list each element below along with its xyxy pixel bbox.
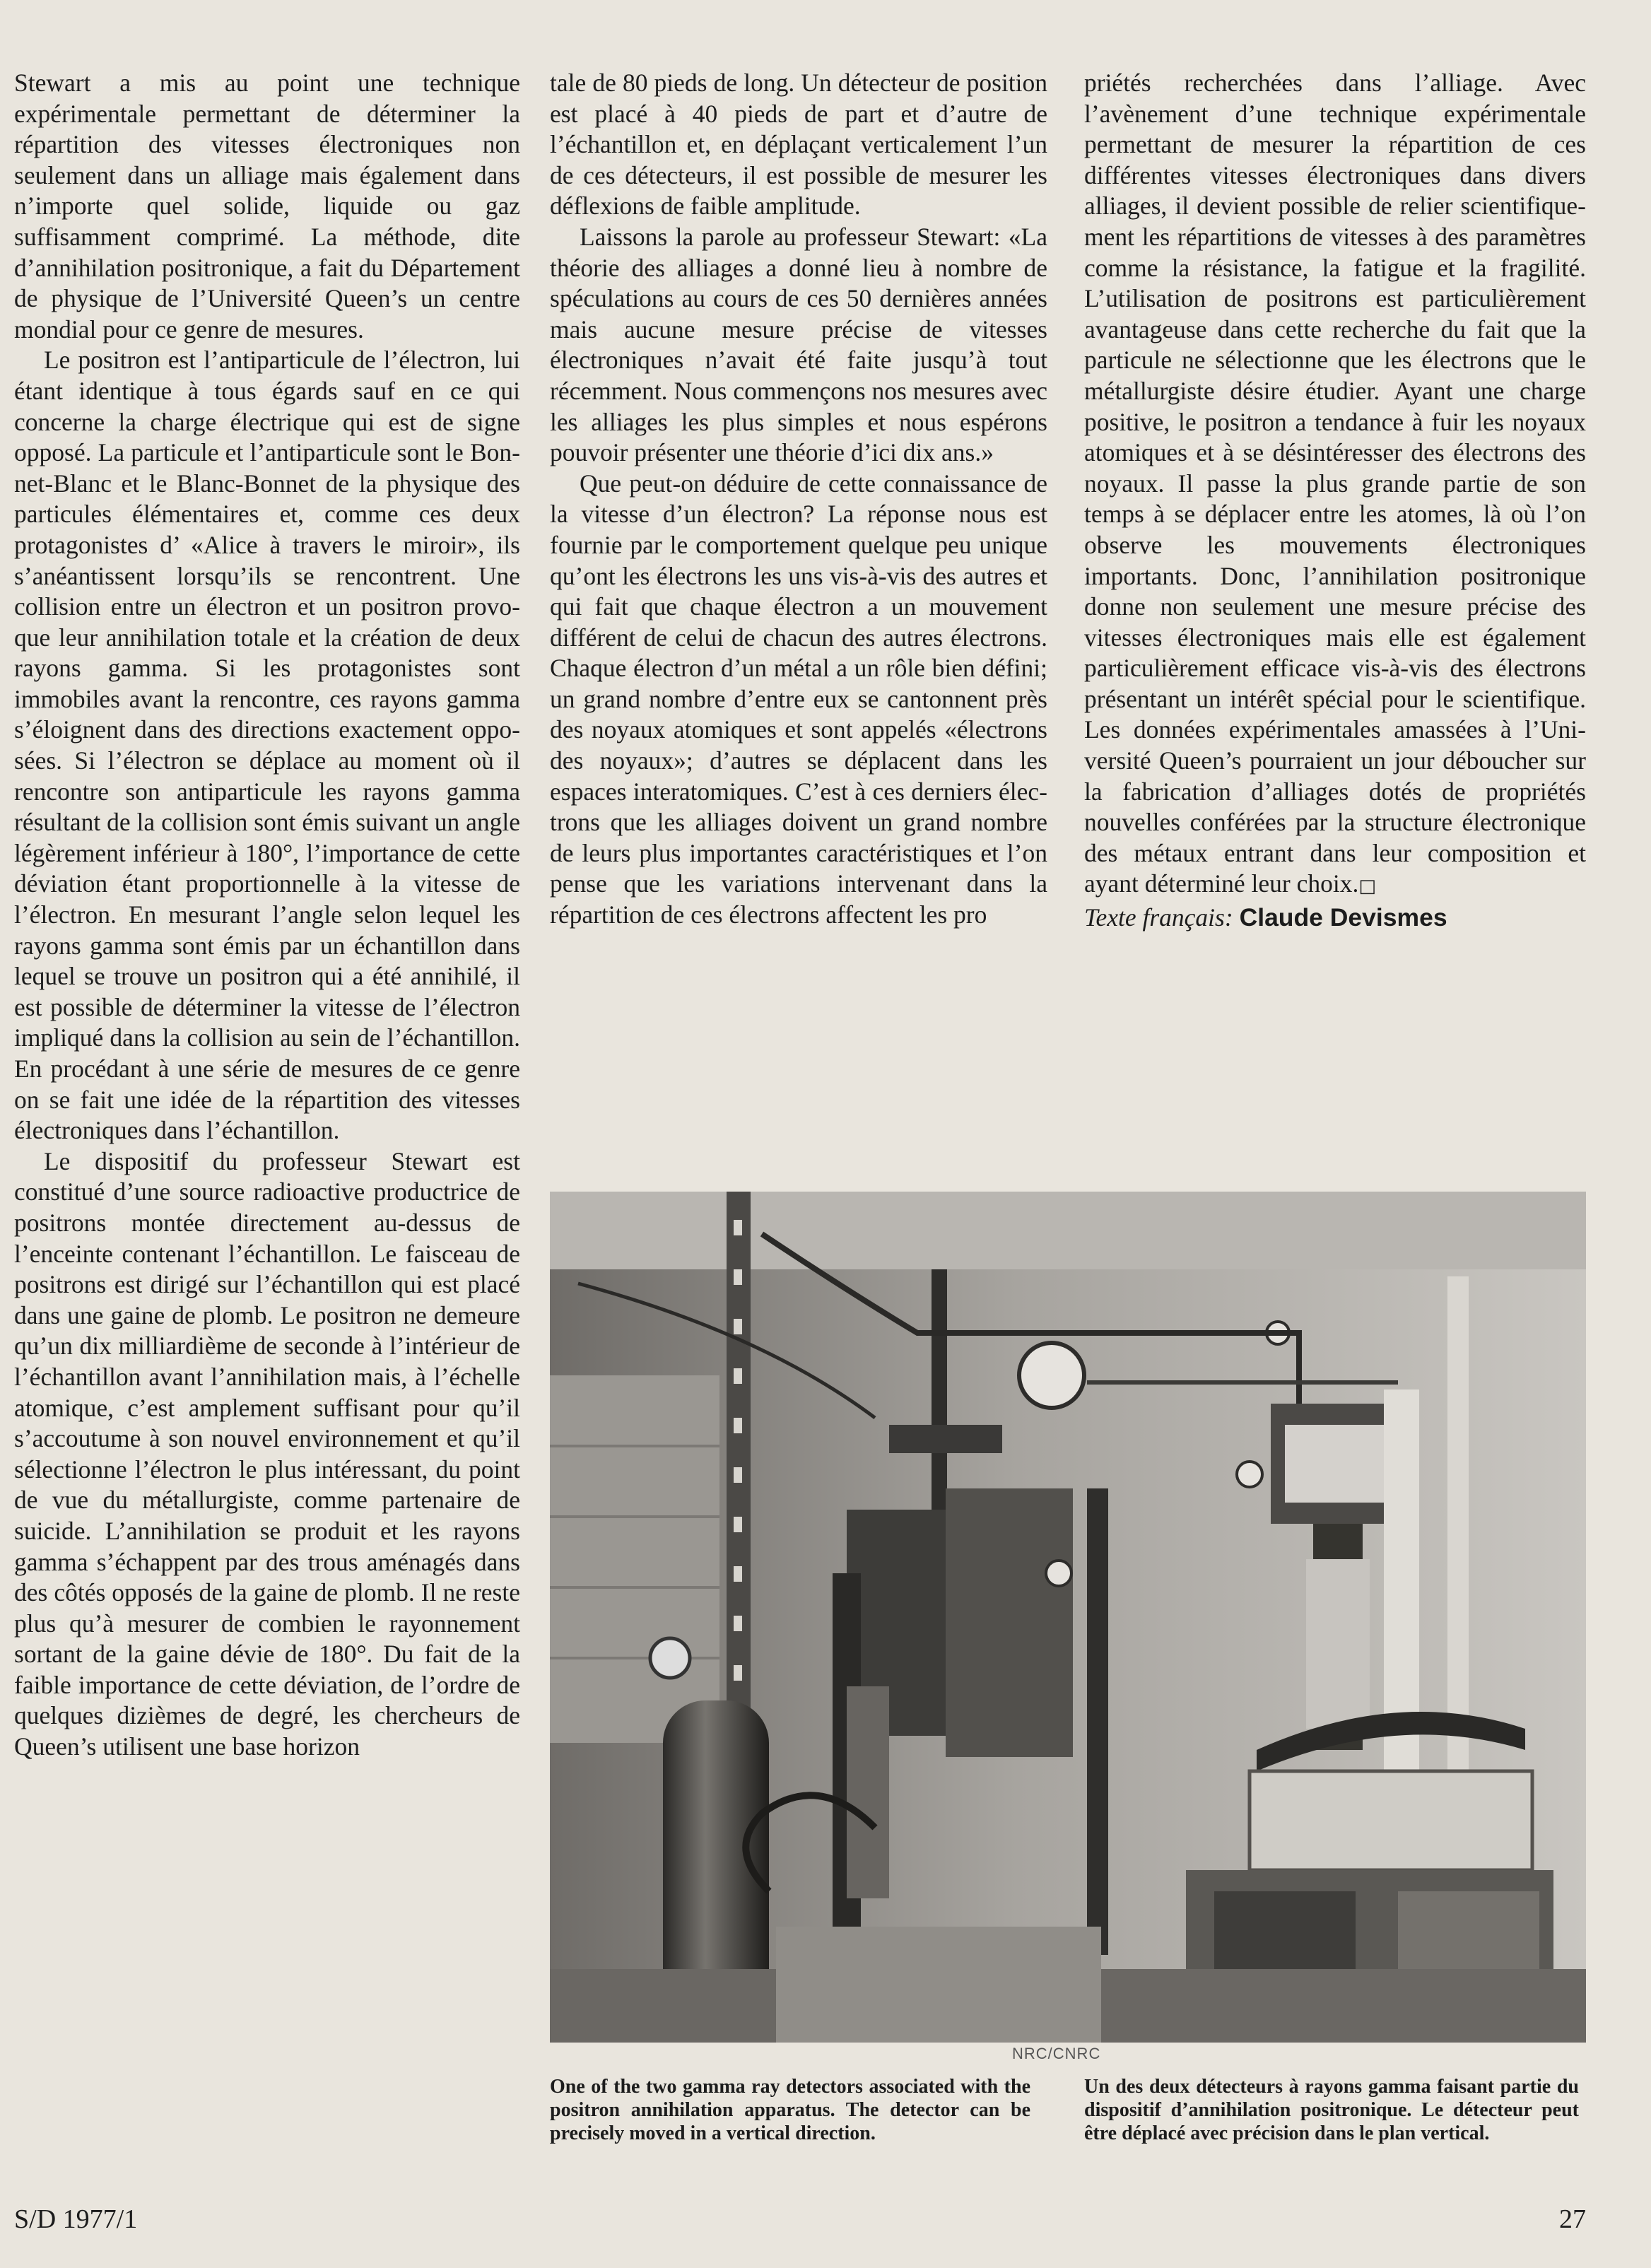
paragraph: Stewart a mis au point une technique expérimentale permettant de déterminer la répartition des vitesses électroniques non seulement dans un alliage mais également dans n’importe quel solide, liquide ou gaz suffisamment comprimé. La méthode, dite d’annihilation positronique, a fait du Département de physique de l’Université Queen’s un centre mondial pour ce genre de mesures. xyxy=(14,69,520,343)
apparatus-photo-illustration xyxy=(550,1192,1586,2043)
paragraph: Laissons la parole au professeur Stewart: «La théorie des alliages a donné lieu à nombre de spéculations au cours de ces 50 dernières années mais aucune mesure précise de vitesses électroniques n’avait été faite jusqu’à tout récemment. Nous commençons nos mesures avec les alliages les plus simples et nous espérons pouvoir présenter une théorie d’ici dix ans.» xyxy=(550,222,1047,467)
translation-credit xyxy=(1084,903,1586,934)
page-number: 27 xyxy=(1559,2204,1586,2234)
article-column-2 xyxy=(550,68,1047,931)
paragraph: Le dispositif du professeur Stewart est constitué d’une source radioactive productrice de positrons montée directement au-dessus de l’enceinte contenant l’échantillon. Le faisceau de positrons est dirigé sur l’échantillon qui est placé dans une gaine de plomb. Le positron ne demeure qu’un dix milliardième de seconde à l’intérieur de l’échantillon avant l’annihilation mais, à l’échelle atomique, c’est amplement suffisant pour qu’il s’accoutume à son nouvel environnement et qu’il sélectionne l’électron le plus intéressant, du point de vue du métallurgiste, comme partenaire de suicide. L’annihilation se produit et les rayons gamma s’échappent par des trous aménagés dans des côtés opposés de la gaine de plomb. Il ne reste plus qu’à mesurer de combien le rayonnement sortant de la gaine dévie de 180°. Du fait de la faible importance de cette déviation, de l’ordre de quelques dizièmes de degré, les chercheurs de Queen’s utilisent une base horizon xyxy=(14,1146,520,1761)
paragraph-text: priétés recherchées dans l’alliage. Avec l’avènement d’une technique expérimentale permettant de mesurer la répartition de ces différentes vitesses électroniques dans divers alliages, il devient possible de relier scientifiquement les répartitions de vitesses à des paramètres comme la résistance, la fatigue et la fragilité. L’utilisation de positrons est particulièrement avantageuse dans cette recherche du fait que la particule ne sélectionne que les électrons que le métallurgiste désire étudier. Ayant une charge positive, le positron a tendance à fuir les noyaux atomiques et à se désintéresser des électrons des noyaux. Il passe la plus grande partie de son temps à se déplacer entre les atomes, là où l’on observe les mouvements électroniques importants. Donc, l’annihilation positronique donne non seulement une mesure précise des vitesses électroniques mais elle est également particulièrement efficace vis-à-vis des électrons présentant un intérêt spécial pour le scientifique. Les données expérimentales amassées à l’Université Queen’s pourraient un jour déboucher sur la fabrication d’alliages dotés de propriétés nouvelles conférées par la structure électronique des métaux entrant dans leur composition et ayant déterminé leur choix. xyxy=(1084,69,1586,898)
end-mark: □ xyxy=(1358,876,1376,898)
paragraph-final xyxy=(1084,68,1586,903)
photo-credit: NRC/CNRC xyxy=(1012,2045,1101,2062)
issue-label: S/D 1977/1 xyxy=(14,2204,138,2234)
paragraph: Le positron est l’antiparticule de l’électron, lui étant identique à tous égards sauf en ce qui concerne la charge électrique qui est de signe opposé. La particule et l’antiparticule sont le Bonnet-Blanc et le Blanc-Bonnet de la physique des particules élémentaires et, comme ces deux protagonistes d’ «Alice à travers le miroir», ils s’anéantissent lorsqu’ils se rencontrent. Une collision entre un électron et un positron provoque leur annihilation totale et la création de deux rayons gamma. Si les protagonistes sont immobiles avant la rencontre, ces rayons gamma s’éloignent dans des directions exactement opposées. Si l’électron se déplace au moment où il rencontre son antiparticule les rayons gamma résultant de la collision sont émis suivant un angle légèrement inférieur à 180°, l’importance de cette déviation étant proportionnelle à la vitesse de l’électron. En mesurant l’angle selon lequel les rayons gamma sont émis par un échantillon dans lequel se trouve un positron qui a été annihilé, il est possible de déterminer la vitesse de l’électron impliqué dans la collision au sein de l’échantillon. En procédant à une série de mesures de ce genre on se fait une idée de la répartition des vitesses électroniques dans l’échantillon. xyxy=(14,346,520,1145)
photo-caption-french: Un des deux détecteurs à rayons gamma faisant partie du dispositif d’annihilation positronique. Le détecteur peut être déplacé avec précision dans le plan vertical. xyxy=(1084,2076,1579,2144)
paragraph: Que peut-on déduire de cette connaissance de la vitesse d’un électron? La réponse nous est fournie par le comportement quelque peu unique qu’ont les électrons les uns vis-à-vis des autres et qui fait que chaque électron a un mouvement différent de celui de chacun des autres électrons. Chaque électron d’un métal a un rôle bien défini; un grand nombre d’entre eux se cantonnent près des noyaux atomiques et sont appelés «électrons des noyaux»; d’autres se déplacent dans les espaces interatomiques. C’est à ces derniers électrons que les alliages doivent un grand nombre de leurs plus importantes caractéristiques et l’on pense que les variations intervenant dans la répartition de ces électrons affectent les pro xyxy=(550,469,1047,929)
paragraph: tale de 80 pieds de long. Un détecteur de position est placé à 40 pieds de part et d’autre de l’échantillon et, en déplaçant verticalement l’un de ces détecteurs, il est possible de mesurer les déflexions de faible amplitude. xyxy=(550,69,1047,221)
translation-credit-label: Texte français: xyxy=(1084,903,1233,932)
translator-name: Claude Devismes xyxy=(1239,903,1447,932)
article-column-3 xyxy=(1084,68,1586,934)
article-column-1 xyxy=(14,68,520,1763)
apparatus-photo xyxy=(550,1192,1586,2043)
photo-caption-english: One of the two gamma ray detectors associated with the positron annihilation apparatus. The detector can be precisely moved in a vertical direction. xyxy=(550,2076,1030,2144)
